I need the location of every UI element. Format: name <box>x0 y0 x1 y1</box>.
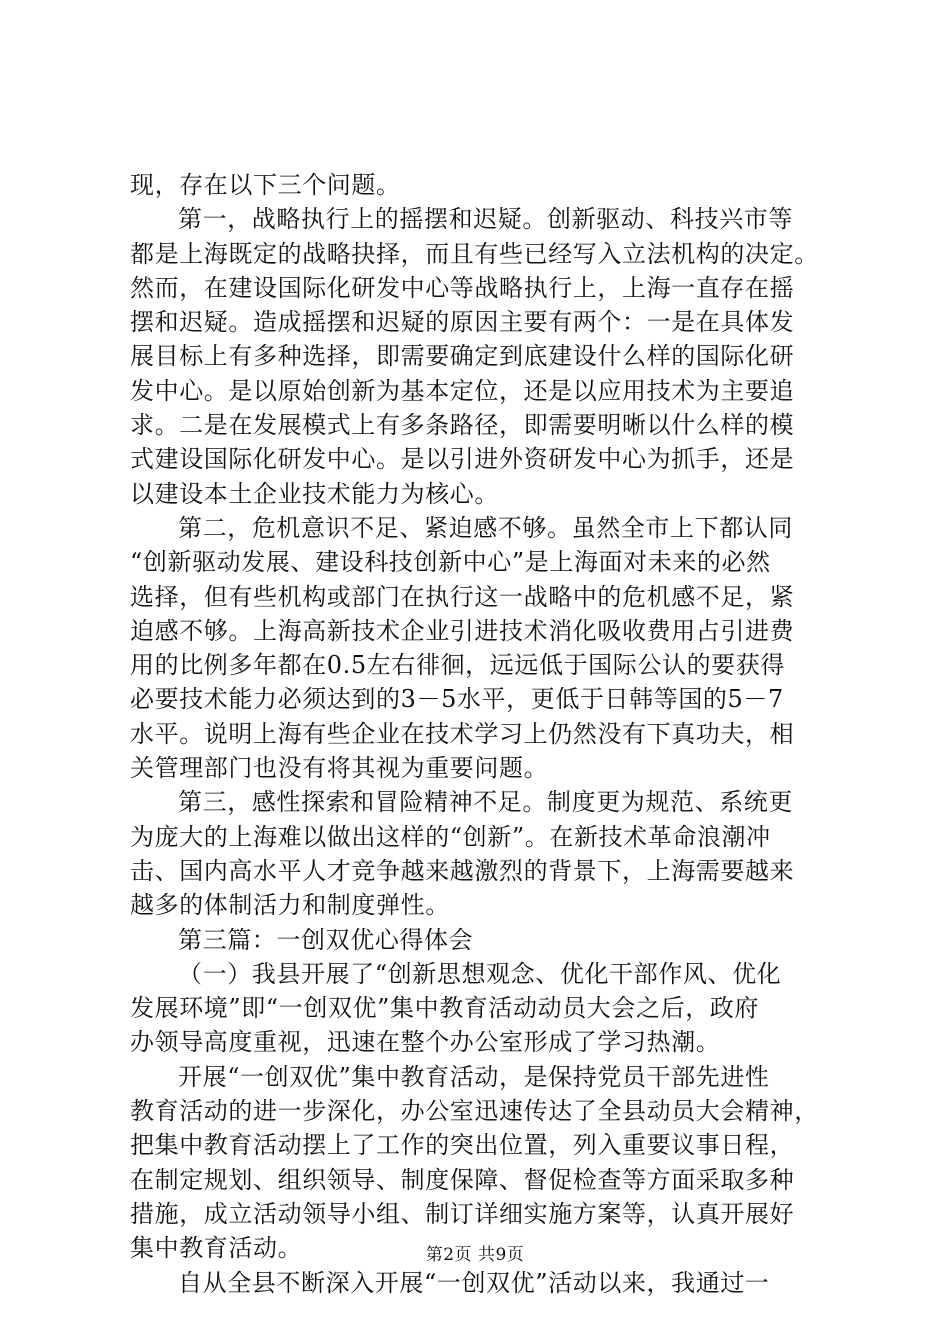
text-line: 第三篇：一创双优心得体会 <box>178 925 474 954</box>
text-line: 第二，危机意识不足、紧迫感不够。虽然全市上下都认同 <box>178 513 793 542</box>
text-line: 教育活动的进一步深化，办公室迅速传达了全县动员大会精神， <box>130 1097 819 1126</box>
text-line: 在制定规划、组织领导、制度保障、督促检查等方面采取多种 <box>130 1165 795 1194</box>
text-line: 选择，但有些机构或部门在执行这一战略中的危机感不足，紧 <box>130 582 795 611</box>
text-line: 用的比例多年都在0.5左右徘徊，远远低于国际公认的要获得 <box>130 651 785 680</box>
text-line: 把集中教育活动摆上了工作的突出位置，列入重要议事日程， <box>130 1131 795 1160</box>
text-line: 以建设本土企业技术能力为核心。 <box>130 479 499 508</box>
text-line: 展目标上有多种选择，即需要确定到底建设什么样的国际化研 <box>130 342 795 371</box>
text-line: 第三，感性探索和冒险精神不足。制度更为规范、系统更 <box>178 788 793 817</box>
text-line: 发中心。是以原始创新为基本定位，还是以应用技术为主要追 <box>130 376 795 405</box>
text-line: 发展环境”即“一创双优”集中教育活动动员大会之后，政府 <box>130 994 760 1023</box>
text-line: 措施，成立活动领导小组、制订详细实施方案等，认真开展好 <box>130 1199 795 1228</box>
text-line: “创新驱动发展、建设科技创新中心”是上海面对未来的必然 <box>130 548 771 577</box>
text-line: 越多的体制活力和制度弹性。 <box>130 891 450 920</box>
text-line: 第一，战略执行上的摇摆和迟疑。创新驱动、科技兴市等 <box>178 205 793 234</box>
text-line: 现，存在以下三个问题。 <box>130 171 401 199</box>
text-line: 必要技术能力必须达到的3－5水平，更低于日韩等国的5－7 <box>130 685 784 714</box>
text-line: 自从全县不断深入开展“一创双优”活动以来，我通过一 <box>178 1268 770 1297</box>
text-line: 水平。说明上海有些企业在技术学习上仍然没有下真功夫，相 <box>130 719 795 748</box>
text-line: 为庞大的上海难以做出这样的“创新”。在新技术革命浪潮冲 <box>130 822 771 851</box>
text-line: 式建设国际化研发中心。是以引进外资研发中心为抓手，还是 <box>130 445 795 474</box>
document-body <box>130 168 830 1300</box>
page-footer: 第2页 共9页 <box>425 1245 525 1265</box>
text-line: 都是上海既定的战略抉择，而且有些已经写入立法机构的决定。 <box>130 239 819 268</box>
text-line: 集中教育活动。 <box>130 1234 303 1263</box>
text-line: 迫感不够。上海高新技术企业引进技术消化吸收费用占引进费 <box>130 616 795 645</box>
text-line: （一）我县开展了“创新思想观念、优化干部作风、优化 <box>178 959 782 988</box>
text-line: 开展“一创双优”集中教育活动，是保持党员干部先进性 <box>178 1062 770 1091</box>
text-line: 摆和迟疑。造成摇摆和迟疑的原因主要有两个：一是在具体发 <box>130 308 795 337</box>
text-line: 关管理部门也没有将其视为重要问题。 <box>130 754 549 783</box>
text-line: 击、国内高水平人才竞争越来越激烈的背景下，上海需要越来 <box>130 856 795 885</box>
text-line: 办领导高度重视，迅速在整个办公室形成了学习热潮。 <box>130 1028 721 1057</box>
text-line: 求。二是在发展模式上有多条路径，即需要明晰以什么样的模 <box>130 411 795 440</box>
text-line: 然而，在建设国际化研发中心等战略执行上，上海一直存在摇 <box>130 273 795 302</box>
